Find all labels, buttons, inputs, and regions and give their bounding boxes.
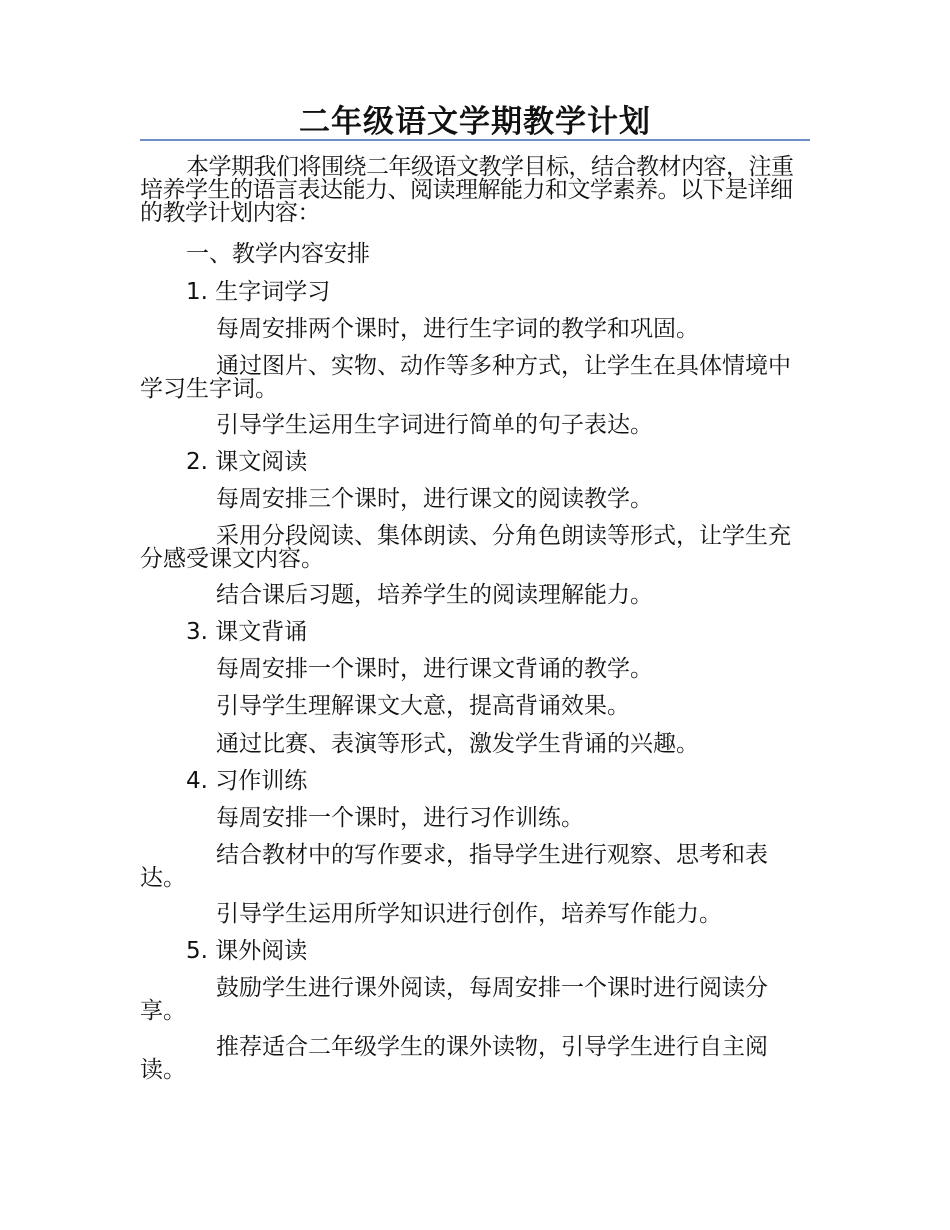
item-5-point-2: 推荐适合二年级学生的课外读物，引导学生进行自主阅读。	[140, 1034, 768, 1083]
item-heading-3: 3. 课文背诵	[186, 619, 308, 645]
item-heading-5: 5. 课外阅读	[186, 938, 308, 964]
page-title: 二年级语文学期教学计划	[299, 104, 651, 140]
item-1-point-3: 引导学生运用生字词进行简单的句子表达。	[216, 412, 653, 438]
intro-paragraph: 本学期我们将围绕二年级语文教学目标，结合教材内容，注重培养学生的语言表达能力、阅读理解能力和文学素养。以下是详细的教学计划内容：	[140, 154, 794, 226]
section-heading: 一、教学内容安排	[186, 241, 370, 267]
item-2-point-1: 每周安排三个课时，进行课文的阅读教学。	[216, 486, 653, 512]
item-3-point-1: 每周安排一个课时，进行课文背诵的教学。	[216, 656, 653, 682]
item-3-point-2: 引导学生理解课文大意，提高背诵效果。	[216, 693, 630, 719]
item-5-point-1: 鼓励学生进行课外阅读，每周安排一个课时进行阅读分享。	[140, 975, 768, 1024]
item-1-point-1: 每周安排两个课时，进行生字词的教学和巩固。	[216, 316, 699, 342]
item-4-point-3: 引导学生运用所学知识进行创作，培养写作能力。	[216, 901, 722, 927]
item-2-point-3: 结合课后习题，培养学生的阅读理解能力。	[216, 582, 653, 608]
item-4-point-2: 结合教材中的写作要求，指导学生进行观察、思考和表达。	[140, 842, 768, 891]
item-4-point-1: 每周安排一个课时，进行习作训练。	[216, 805, 584, 831]
item-heading-2: 2. 课文阅读	[186, 449, 308, 475]
item-heading-4: 4. 习作训练	[186, 768, 308, 794]
item-heading-1: 1. 生字词学习	[186, 279, 331, 305]
item-1-point-2: 通过图片、实物、动作等多种方式，让学生在具体情境中学习生字词。	[140, 353, 791, 402]
item-3-point-3: 通过比赛、表演等形式，激发学生背诵的兴趣。	[216, 731, 699, 757]
title-underline	[140, 139, 810, 141]
item-2-point-2: 采用分段阅读、集体朗读、分角色朗读等形式，让学生充分感受课文内容。	[140, 523, 791, 572]
